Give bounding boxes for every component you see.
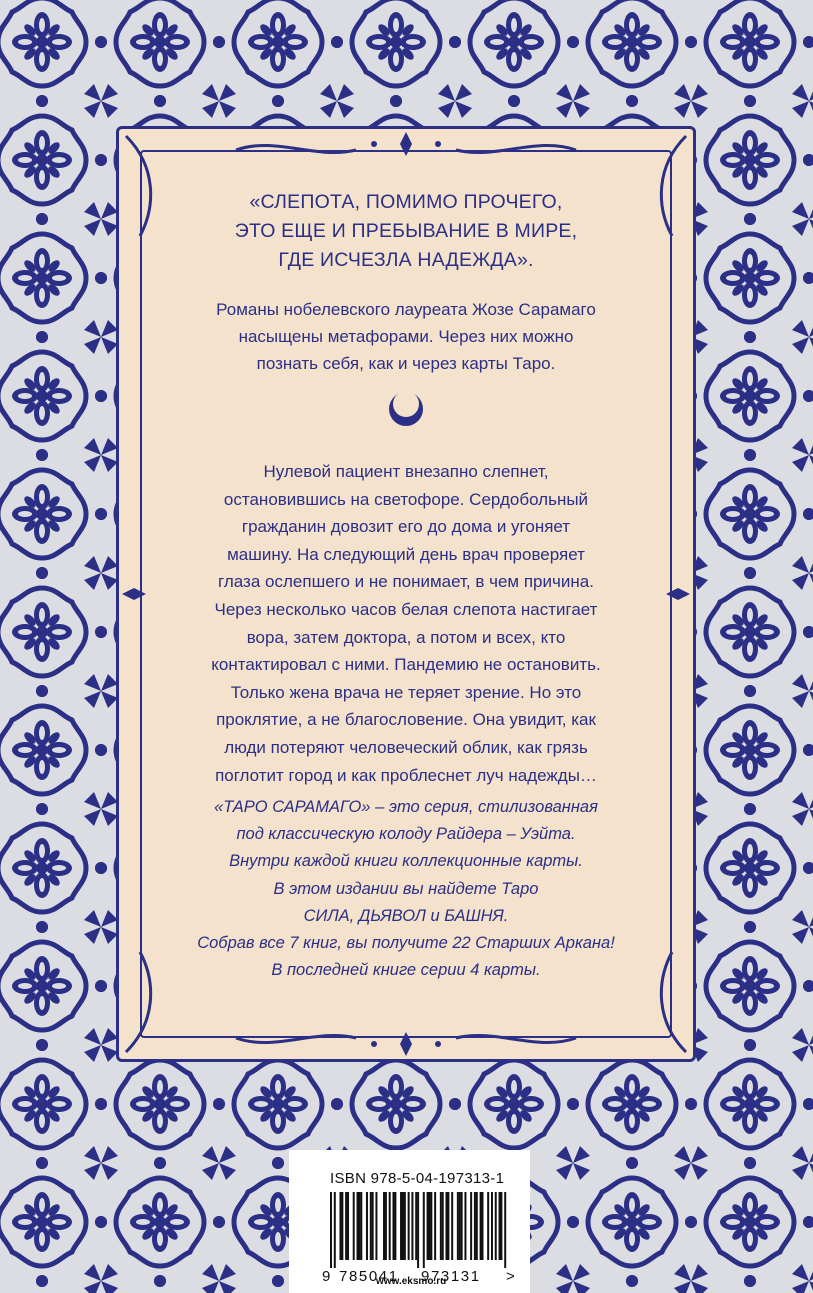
barcode-bars xyxy=(330,1192,508,1268)
barcode-bar xyxy=(459,1192,461,1260)
isbn-number: ISBN 978-5-04-197313-1 xyxy=(330,1170,505,1187)
barcode-bar xyxy=(372,1192,374,1260)
barcode-bar xyxy=(411,1192,413,1260)
synopsis-line: вора, затем доктора, а потом и всех, кто xyxy=(246,627,566,647)
series-line: Внутри каждой книги коллекционные карты. xyxy=(229,852,583,871)
barcode-bar xyxy=(423,1192,425,1268)
barcode-bar xyxy=(499,1192,501,1260)
synopsis-line: люди потеряют человеческий облик, как грязь xyxy=(224,737,588,757)
barcode-bar xyxy=(341,1192,343,1260)
barcode-bar xyxy=(440,1192,442,1260)
barcode-bar xyxy=(495,1192,497,1260)
quote-line: «СЛЕПОТА, ПОМИМО ПРОЧЕГО, xyxy=(249,191,563,213)
barcode-bar xyxy=(457,1192,459,1260)
barcode-bar xyxy=(500,1192,502,1260)
barcode-bar xyxy=(451,1192,453,1260)
barcode-bar xyxy=(404,1192,406,1260)
series-line: «ТАРО САРАМАГО» – это серия, стилизованная xyxy=(214,798,598,816)
barcode-bar xyxy=(334,1192,336,1268)
publisher-url: www.eksmo.ru xyxy=(376,1276,447,1287)
barcode-bar xyxy=(389,1192,391,1260)
barcode-bar xyxy=(428,1192,430,1260)
barcode-bar xyxy=(474,1192,476,1260)
barcode-bar xyxy=(442,1192,444,1260)
barcode-bar xyxy=(476,1192,478,1260)
crescent-moon-icon xyxy=(387,390,425,428)
series-line: под классическую колоду Райдера – Уэйта. xyxy=(236,825,576,844)
synopsis-line: глаза ослепшего и не понимает, в чем причина. xyxy=(218,572,594,592)
intro-line: Романы нобелевского лауреата Жозе Сарамаго xyxy=(216,300,596,319)
barcode-bar xyxy=(430,1192,432,1260)
barcode-bar xyxy=(394,1192,396,1260)
intro-line: познать себя, как и через карты Таро. xyxy=(256,354,556,373)
quote-line: ГДЕ ИСЧЕЗЛА НАДЕЖДА». xyxy=(278,249,534,271)
barcode-bar xyxy=(464,1192,466,1260)
barcode-bar xyxy=(345,1192,347,1260)
synopsis-line: гражданин довозит его до дома и угоняет xyxy=(241,517,571,537)
series-line: Собрав все 7 книг, вы получите 22 Старших Аркана! xyxy=(197,934,615,953)
barcode-bar xyxy=(461,1192,463,1260)
barcode-bar xyxy=(385,1192,387,1260)
barcode-bar xyxy=(383,1192,385,1260)
barcode-digits-left: 785041 xyxy=(339,1268,399,1285)
synopsis-paragraph xyxy=(150,458,662,789)
barcode-bar xyxy=(417,1192,419,1268)
barcode-bar xyxy=(375,1192,377,1260)
barcode-bar xyxy=(357,1192,359,1260)
synopsis-line: контактировал с ними. Пандемию не остановить. xyxy=(211,655,601,675)
synopsis-line: остановившись на светофоре. Сердобольный xyxy=(223,489,589,509)
barcode-bar xyxy=(400,1192,402,1260)
barcode-bar xyxy=(504,1192,506,1268)
barcode-bar xyxy=(487,1192,489,1260)
synopsis-line: поглотит город и как проблеснет луч надежды… xyxy=(215,765,597,785)
intro-line: насыщены метафорами. Через них можно xyxy=(238,327,574,346)
barcode-digits-right: 973131 xyxy=(421,1268,481,1285)
barcode-bar xyxy=(427,1192,429,1260)
epigraph-quote xyxy=(150,188,662,275)
barcode-bar xyxy=(491,1192,493,1260)
series-line: В этом издании вы найдете Таро xyxy=(273,879,539,898)
synopsis-line: Только жена врача не теряет зрение. Но это xyxy=(230,682,582,702)
barcode-bar xyxy=(366,1192,368,1260)
barcode-bar xyxy=(446,1192,448,1260)
barcode-bar xyxy=(358,1192,360,1260)
barcode-bar xyxy=(392,1192,394,1260)
barcode-bar xyxy=(353,1192,355,1260)
barcode-quiet-zone-mark: > xyxy=(506,1268,515,1285)
barcode-bar xyxy=(434,1192,436,1260)
series-line: СИЛА, ДЬЯВОЛ и БАШНЯ. xyxy=(303,906,509,925)
synopsis-line: Через несколько часов белая слепота настигает xyxy=(214,599,598,619)
quote-line: ЭТО ЕЩЕ И ПРЕБЫВАНИЕ В МИРЕ, xyxy=(234,220,578,242)
barcode-bar xyxy=(347,1192,349,1260)
barcode-bar xyxy=(480,1192,482,1260)
series-description xyxy=(150,794,662,984)
barcode-bar xyxy=(415,1192,417,1260)
barcode-bar xyxy=(360,1192,362,1260)
barcode-digit-first: 9 xyxy=(322,1268,331,1285)
barcode-bar xyxy=(481,1192,483,1260)
barcode-bar xyxy=(370,1192,372,1260)
barcode-bar xyxy=(339,1192,341,1260)
synopsis-line: Нулевой пациент внезапно слепнет, xyxy=(263,462,549,481)
series-line: В последней книге серии 4 карты. xyxy=(271,961,541,980)
synopsis-line: проклятие, а не благословение. Она увидит, как xyxy=(216,710,596,730)
barcode-bar xyxy=(402,1192,404,1260)
barcode-bar xyxy=(330,1192,332,1268)
intro-paragraph xyxy=(150,296,662,377)
barcode-bar xyxy=(447,1192,449,1260)
barcode-bar xyxy=(408,1192,410,1260)
barcode-bar xyxy=(470,1192,472,1260)
synopsis-line: машину. На следующий день врач проверяет xyxy=(227,544,585,564)
